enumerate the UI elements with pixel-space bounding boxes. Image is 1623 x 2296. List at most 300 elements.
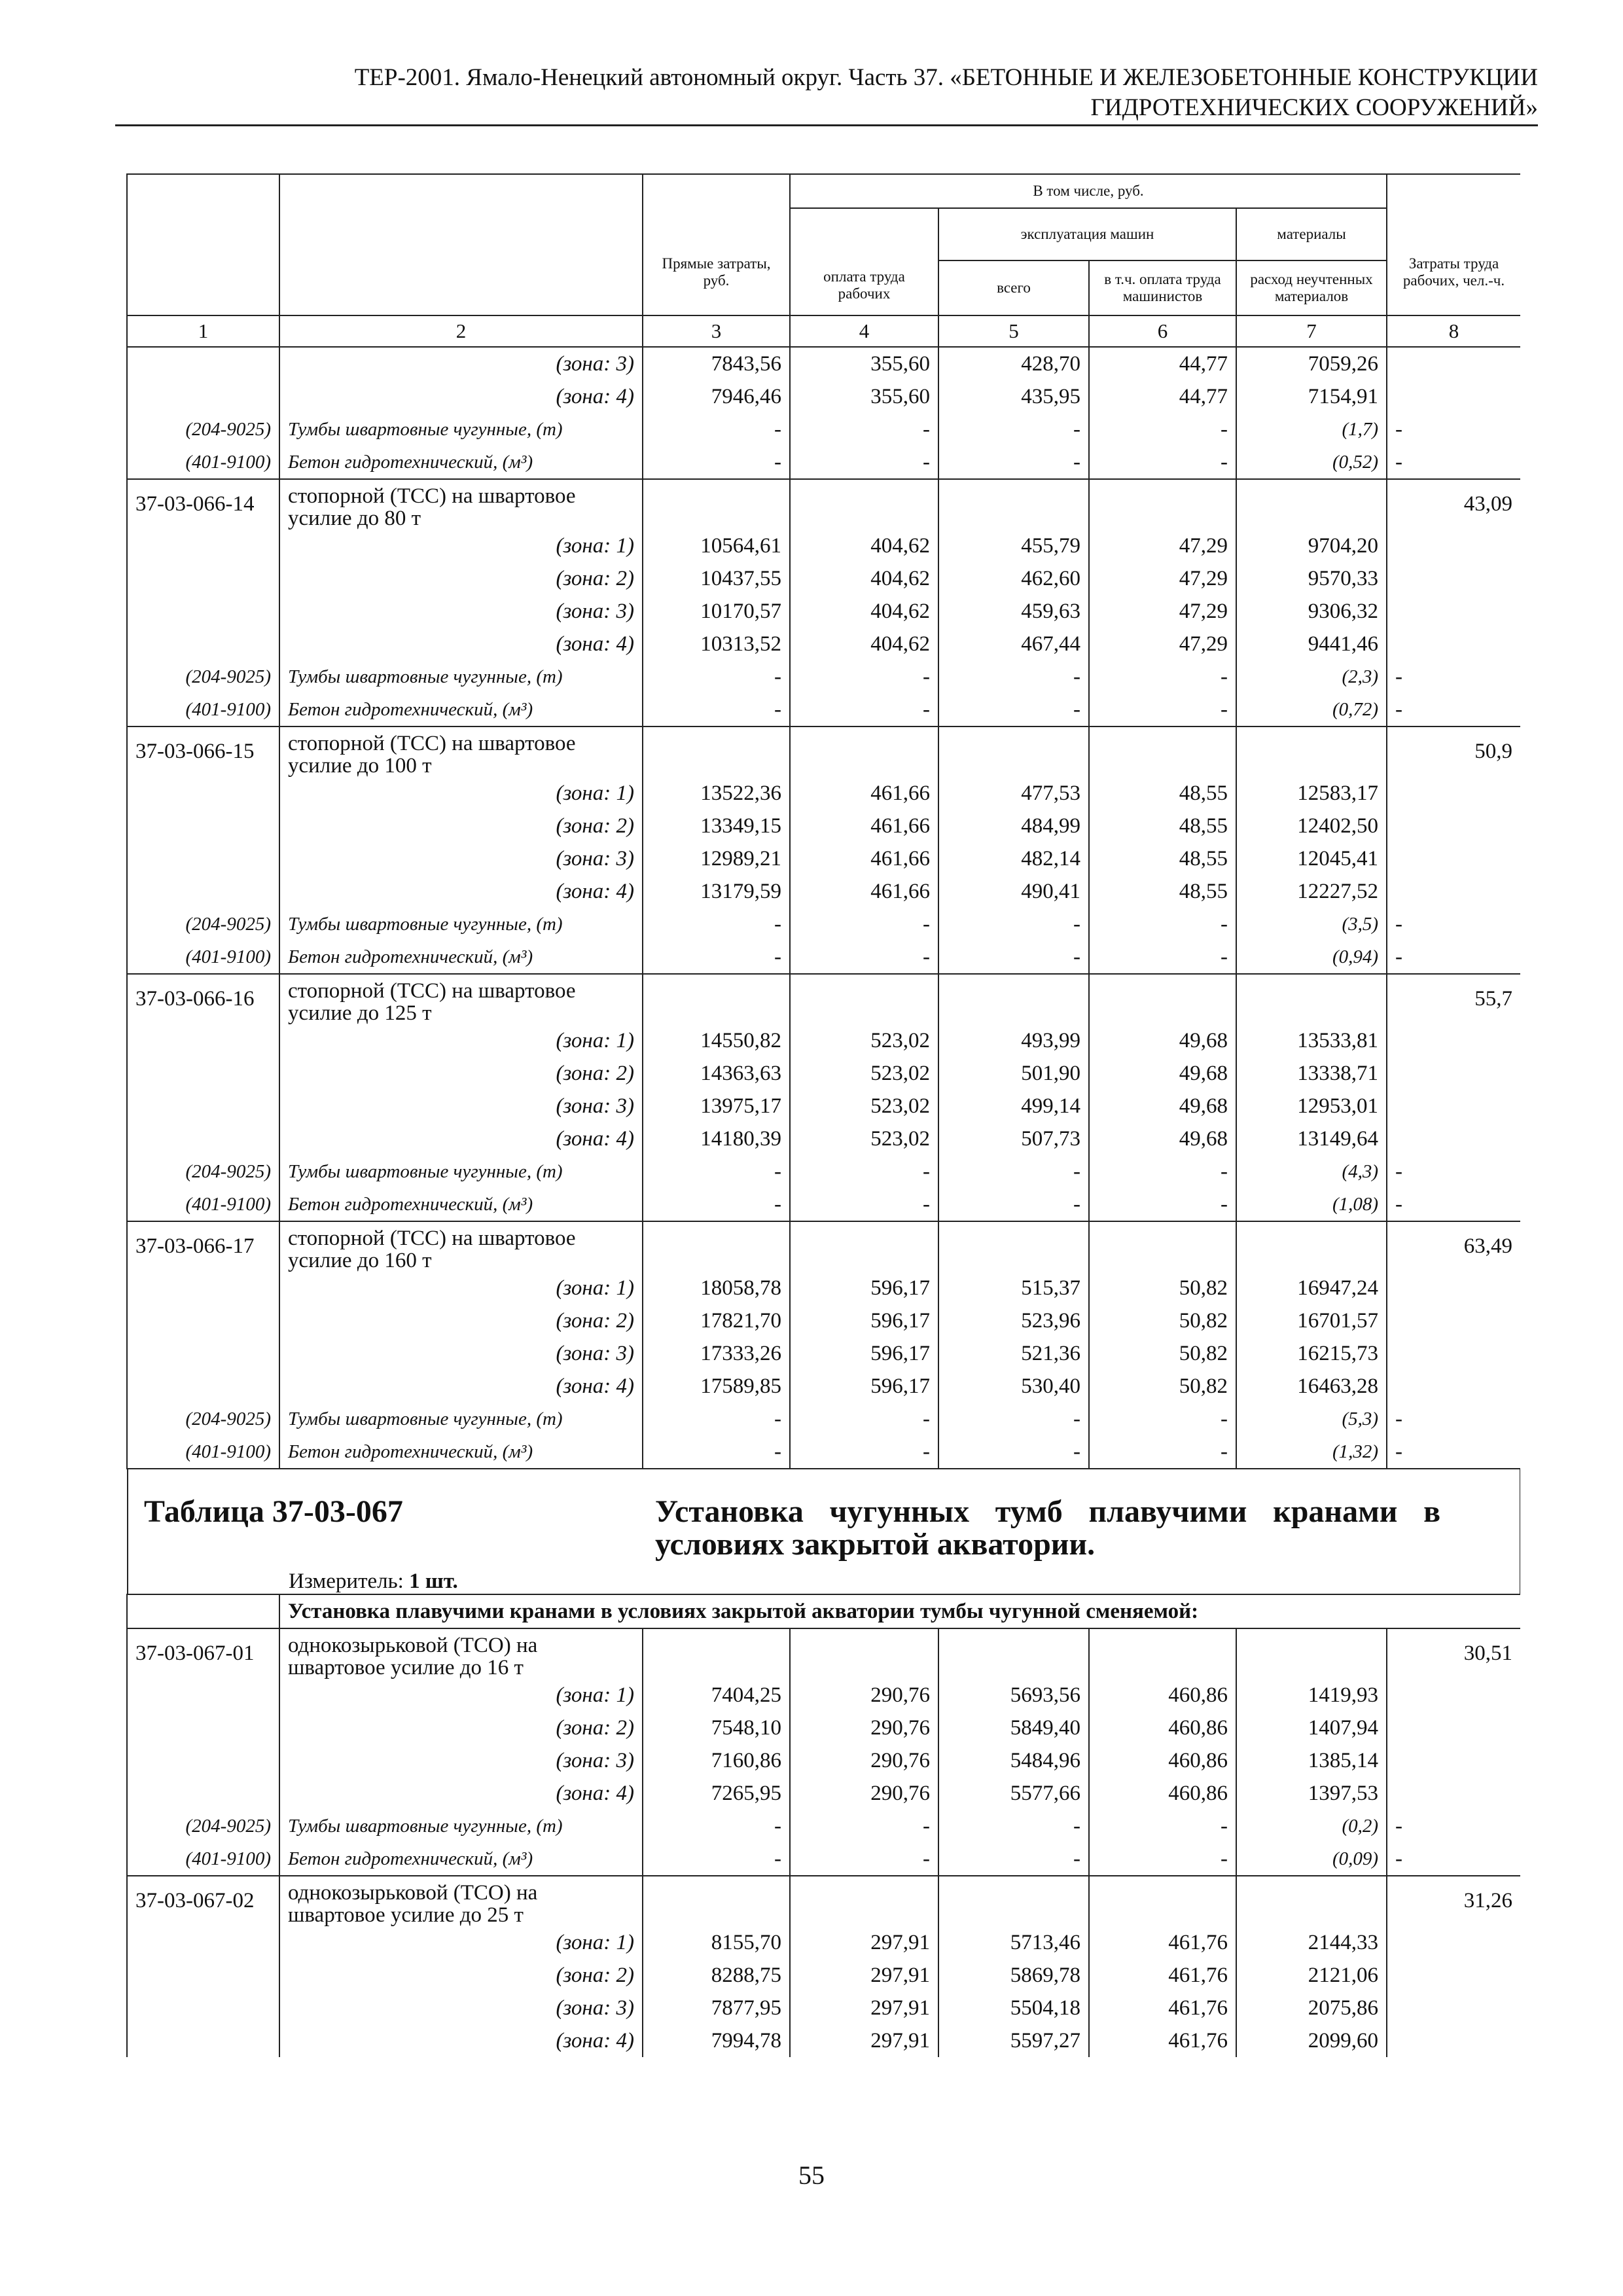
code-cell-empty bbox=[127, 875, 279, 908]
col4-head-text: оплата труда рабочих bbox=[823, 268, 905, 302]
zone-row bbox=[127, 1272, 1520, 1304]
machines-total: 493,99 bbox=[938, 1024, 1089, 1057]
materials-cost: 1419,93 bbox=[1236, 1679, 1387, 1712]
rate-empty bbox=[1089, 974, 1236, 1024]
machines-total: 521,36 bbox=[938, 1337, 1089, 1370]
material-dash: - bbox=[643, 1188, 790, 1221]
rate-empty bbox=[790, 1221, 938, 1272]
machines-total: 5597,27 bbox=[938, 2024, 1089, 2057]
labor-pay: 461,66 bbox=[790, 777, 938, 810]
material-name: Бетон гидротехнический, (м³) bbox=[279, 1842, 643, 1876]
machines-total: 490,41 bbox=[938, 875, 1089, 908]
material-quantity: (4,3) bbox=[1236, 1155, 1387, 1188]
table-number: Таблица 37-03-067 bbox=[144, 1494, 403, 1529]
material-dash: - bbox=[938, 1842, 1089, 1876]
material-dash: - bbox=[1089, 413, 1236, 446]
material-code: (204-9025) bbox=[127, 908, 279, 941]
zone-row bbox=[127, 347, 1520, 380]
material-dash: - bbox=[1387, 908, 1520, 941]
direct-cost: 17333,26 bbox=[643, 1337, 790, 1370]
material-dash: - bbox=[1387, 660, 1520, 693]
materials-cost: 9570,33 bbox=[1236, 562, 1387, 595]
zone-label: (зона: 3) bbox=[279, 1090, 643, 1122]
materials-cost: 9441,46 bbox=[1236, 628, 1387, 660]
labor-cell-empty bbox=[1387, 1304, 1520, 1337]
material-code: (401-9100) bbox=[127, 446, 279, 479]
rate-row bbox=[127, 1876, 1520, 1926]
code-cell-empty bbox=[127, 1679, 279, 1712]
materials-cost: 7154,91 bbox=[1236, 380, 1387, 413]
direct-cost: 10313,52 bbox=[643, 628, 790, 660]
materials-cost: 13338,71 bbox=[1236, 1057, 1387, 1090]
labor-pay: 523,02 bbox=[790, 1090, 938, 1122]
materials-cost: 7059,26 bbox=[1236, 347, 1387, 380]
machines-total: 507,73 bbox=[938, 1122, 1089, 1155]
material-dash: - bbox=[643, 413, 790, 446]
rate-name: стопорной (ТСС) на швартовое усилие до 80 т bbox=[279, 479, 643, 529]
material-quantity: (3,5) bbox=[1236, 908, 1387, 941]
materials-cost: 16701,57 bbox=[1236, 1304, 1387, 1337]
material-dash: - bbox=[643, 693, 790, 726]
rate-empty bbox=[938, 479, 1089, 529]
material-quantity: (1,08) bbox=[1236, 1188, 1387, 1221]
rate-empty bbox=[643, 726, 790, 777]
material-row bbox=[127, 413, 1520, 446]
materials-cost: 16463,28 bbox=[1236, 1370, 1387, 1403]
material-dash: - bbox=[790, 1155, 938, 1188]
material-quantity: (0,2) bbox=[1236, 1810, 1387, 1842]
material-dash: - bbox=[1387, 941, 1520, 974]
rate-empty bbox=[790, 726, 938, 777]
machinist-pay: 47,29 bbox=[1089, 529, 1236, 562]
materials-cost: 2121,06 bbox=[1236, 1959, 1387, 1992]
labor-cell-empty bbox=[1387, 1272, 1520, 1304]
colnum-6: 6 bbox=[1089, 315, 1236, 347]
material-dash: - bbox=[1387, 1810, 1520, 1842]
material-row bbox=[127, 1810, 1520, 1842]
labor-hours: 30,51 bbox=[1387, 1628, 1520, 1679]
page-number: 55 bbox=[798, 2161, 825, 2190]
labor-hours: 43,09 bbox=[1387, 479, 1520, 529]
colnum-4: 4 bbox=[790, 315, 938, 347]
labor-hours: 63,49 bbox=[1387, 1221, 1520, 1272]
zone-label: (зона: 1) bbox=[279, 1272, 643, 1304]
labor-hours: 55,7 bbox=[1387, 974, 1520, 1024]
zone-row bbox=[127, 1090, 1520, 1122]
labor-cell-empty bbox=[1387, 875, 1520, 908]
labor-cell-empty bbox=[1387, 562, 1520, 595]
direct-cost: 12989,21 bbox=[643, 842, 790, 875]
labor-pay: 461,66 bbox=[790, 842, 938, 875]
material-quantity: (0,09) bbox=[1236, 1842, 1387, 1876]
material-code: (401-9100) bbox=[127, 693, 279, 726]
labor-pay: 461,66 bbox=[790, 810, 938, 842]
colnum-2: 2 bbox=[279, 315, 643, 347]
material-dash: - bbox=[790, 1435, 938, 1469]
machines-total: 5693,56 bbox=[938, 1679, 1089, 1712]
machines-total: 462,60 bbox=[938, 562, 1089, 595]
material-code: (401-9100) bbox=[127, 1435, 279, 1469]
material-dash: - bbox=[1387, 1842, 1520, 1876]
material-dash: - bbox=[1089, 1435, 1236, 1469]
rate-name: однокозырьковой (ТСО) на швартовое усилие до 25 т bbox=[279, 1876, 643, 1926]
zone-row bbox=[127, 1304, 1520, 1337]
rate-empty bbox=[1236, 1876, 1387, 1926]
direct-cost: 13975,17 bbox=[643, 1090, 790, 1122]
direct-cost: 18058,78 bbox=[643, 1272, 790, 1304]
materials-cost: 9306,32 bbox=[1236, 595, 1387, 628]
material-quantity: (0,52) bbox=[1236, 446, 1387, 479]
material-code: (204-9025) bbox=[127, 413, 279, 446]
rates-table-frame bbox=[126, 173, 1520, 2137]
machinist-pay: 460,86 bbox=[1089, 1777, 1236, 1810]
material-dash: - bbox=[1089, 1188, 1236, 1221]
materials-cost: 9704,20 bbox=[1236, 529, 1387, 562]
material-dash: - bbox=[790, 941, 938, 974]
direct-cost: 7548,10 bbox=[643, 1712, 790, 1744]
machines-total: 5504,18 bbox=[938, 1992, 1089, 2024]
zone-row bbox=[127, 1679, 1520, 1712]
material-code: (401-9100) bbox=[127, 941, 279, 974]
materials-cost: 12953,01 bbox=[1236, 1090, 1387, 1122]
material-name: Бетон гидротехнический, (м³) bbox=[279, 941, 643, 974]
material-dash: - bbox=[790, 1810, 938, 1842]
col2-head bbox=[279, 260, 643, 315]
machines-total: 484,99 bbox=[938, 810, 1089, 842]
zone-label: (зона: 3) bbox=[279, 842, 643, 875]
material-dash: - bbox=[1387, 1188, 1520, 1221]
labor-cell-empty bbox=[1387, 529, 1520, 562]
direct-cost: 13522,36 bbox=[643, 777, 790, 810]
rate-empty bbox=[938, 726, 1089, 777]
zone-row bbox=[127, 1024, 1520, 1057]
machines-total: 5869,78 bbox=[938, 1959, 1089, 1992]
machines-total: 499,14 bbox=[938, 1090, 1089, 1122]
code-cell-empty bbox=[127, 1090, 279, 1122]
materials-cost: 13533,81 bbox=[1236, 1024, 1387, 1057]
col3-head bbox=[643, 174, 790, 315]
zone-label: (зона: 3) bbox=[279, 1337, 643, 1370]
machinist-pay: 48,55 bbox=[1089, 875, 1236, 908]
col8-head bbox=[1387, 174, 1520, 315]
rate-empty bbox=[643, 1876, 790, 1926]
materials-cost: 12045,41 bbox=[1236, 842, 1387, 875]
material-row bbox=[127, 1188, 1520, 1221]
labor-hours: 31,26 bbox=[1387, 1876, 1520, 1926]
table-title: Установка чугунных тумб плавучими кранами в условиях закрытой акватории. bbox=[655, 1494, 1440, 1562]
zone-label: (зона: 4) bbox=[279, 1370, 643, 1403]
col3-head-text: Прямые затраты, руб. bbox=[662, 255, 771, 289]
rate-empty bbox=[643, 974, 790, 1024]
machinist-pay: 49,68 bbox=[1089, 1057, 1236, 1090]
rate-empty bbox=[938, 1876, 1089, 1926]
zone-row bbox=[127, 380, 1520, 413]
machines-total: 428,70 bbox=[938, 347, 1089, 380]
labor-cell-empty bbox=[1387, 2024, 1520, 2057]
code-cell-empty bbox=[127, 810, 279, 842]
table-title-block bbox=[127, 1469, 1520, 1594]
labor-pay: 297,91 bbox=[790, 1992, 938, 2024]
code-cell-empty bbox=[127, 595, 279, 628]
labor-pay: 404,62 bbox=[790, 628, 938, 660]
material-dash: - bbox=[1089, 1155, 1236, 1188]
material-dash: - bbox=[938, 1810, 1089, 1842]
col4-head bbox=[790, 208, 938, 315]
materials-cost: 2144,33 bbox=[1236, 1926, 1387, 1959]
material-row bbox=[127, 660, 1520, 693]
direct-cost: 10437,55 bbox=[643, 562, 790, 595]
material-quantity: (1,7) bbox=[1236, 413, 1387, 446]
rate-empty bbox=[790, 974, 938, 1024]
material-dash: - bbox=[938, 413, 1089, 446]
code-cell-empty bbox=[127, 380, 279, 413]
machinist-pay: 461,76 bbox=[1089, 2024, 1236, 2057]
zone-row bbox=[127, 2024, 1520, 2057]
machinist-pay: 48,55 bbox=[1089, 777, 1236, 810]
machinist-pay: 461,76 bbox=[1089, 1959, 1236, 1992]
direct-cost: 13179,59 bbox=[643, 875, 790, 908]
material-code: (204-9025) bbox=[127, 1155, 279, 1188]
subsection-empty bbox=[127, 1594, 279, 1628]
material-dash: - bbox=[938, 1188, 1089, 1221]
direct-cost: 7877,95 bbox=[643, 1992, 790, 2024]
material-dash: - bbox=[1387, 1155, 1520, 1188]
materials-cost: 16947,24 bbox=[1236, 1272, 1387, 1304]
rate-empty bbox=[1236, 726, 1387, 777]
rate-code: 37-03-067-02 bbox=[127, 1876, 279, 1926]
labor-cell-empty bbox=[1387, 628, 1520, 660]
rate-empty bbox=[938, 1221, 1089, 1272]
rate-empty bbox=[790, 479, 938, 529]
material-dash: - bbox=[938, 1403, 1089, 1435]
labor-cell-empty bbox=[1387, 1744, 1520, 1777]
material-dash: - bbox=[1387, 693, 1520, 726]
colnum-1: 1 bbox=[127, 315, 279, 347]
rate-empty bbox=[1089, 726, 1236, 777]
materials-cost: 12402,50 bbox=[1236, 810, 1387, 842]
direct-cost: 7946,46 bbox=[643, 380, 790, 413]
material-quantity: (0,94) bbox=[1236, 941, 1387, 974]
material-dash: - bbox=[1089, 660, 1236, 693]
machines-total: 5849,40 bbox=[938, 1712, 1089, 1744]
code-cell-empty bbox=[127, 1926, 279, 1959]
zone-label: (зона: 1) bbox=[279, 1024, 643, 1057]
zone-row bbox=[127, 1959, 1520, 1992]
rate-name: стопорной (ТСС) на швартовое усилие до 160 т bbox=[279, 1221, 643, 1272]
material-dash: - bbox=[1089, 941, 1236, 974]
zone-label: (зона: 1) bbox=[279, 777, 643, 810]
measure-unit bbox=[289, 1565, 458, 1598]
machinist-pay: 49,68 bbox=[1089, 1090, 1236, 1122]
labor-pay: 355,60 bbox=[790, 380, 938, 413]
rate-empty bbox=[1089, 479, 1236, 529]
col7-head: расход неучтенных материалов bbox=[1236, 260, 1387, 315]
direct-cost: 7404,25 bbox=[643, 1679, 790, 1712]
material-code: (204-9025) bbox=[127, 1810, 279, 1842]
labor-cell-empty bbox=[1387, 1370, 1520, 1403]
material-row bbox=[127, 693, 1520, 726]
rate-empty bbox=[938, 1628, 1089, 1679]
rate-row bbox=[127, 726, 1520, 777]
material-quantity: (5,3) bbox=[1236, 1403, 1387, 1435]
machinist-pay: 44,77 bbox=[1089, 380, 1236, 413]
labor-pay: 596,17 bbox=[790, 1272, 938, 1304]
rate-code: 37-03-066-17 bbox=[127, 1221, 279, 1272]
machinist-pay: 460,86 bbox=[1089, 1712, 1236, 1744]
rate-row bbox=[127, 479, 1520, 529]
rate-empty bbox=[790, 1628, 938, 1679]
col8-head-text: Затраты труда рабочих, чел.-ч. bbox=[1402, 255, 1505, 289]
subsection-heading: Установка плавучими кранами в условиях закрытой акватории тумбы чугунной сменяемой: bbox=[279, 1594, 1520, 1628]
zone-row bbox=[127, 1926, 1520, 1959]
material-name: Бетон гидротехнический, (м³) bbox=[279, 1435, 643, 1469]
running-header bbox=[118, 63, 1538, 123]
labor-cell-empty bbox=[1387, 1024, 1520, 1057]
colnum-8: 8 bbox=[1387, 315, 1520, 347]
zone-row bbox=[127, 1712, 1520, 1744]
labor-cell-empty bbox=[1387, 1712, 1520, 1744]
direct-cost: 7160,86 bbox=[643, 1744, 790, 1777]
material-dash: - bbox=[643, 941, 790, 974]
labor-pay: 461,66 bbox=[790, 875, 938, 908]
code-cell-empty bbox=[127, 1712, 279, 1744]
labor-cell-empty bbox=[1387, 1090, 1520, 1122]
material-dash: - bbox=[1089, 1842, 1236, 1876]
machinist-pay: 460,86 bbox=[1089, 1679, 1236, 1712]
material-dash: - bbox=[1089, 908, 1236, 941]
incl-head: В том числе, руб. bbox=[790, 174, 1387, 208]
machinist-pay: 44,77 bbox=[1089, 347, 1236, 380]
material-name: Тумбы швартовные чугунные, (т) bbox=[279, 1155, 643, 1188]
labor-cell-empty bbox=[1387, 842, 1520, 875]
zone-row bbox=[127, 1337, 1520, 1370]
rate-empty bbox=[1089, 1221, 1236, 1272]
col5-head: всего bbox=[938, 260, 1089, 315]
material-row bbox=[127, 1842, 1520, 1876]
material-dash: - bbox=[790, 1188, 938, 1221]
material-dash: - bbox=[643, 908, 790, 941]
material-code: (204-9025) bbox=[127, 1403, 279, 1435]
direct-cost: 7994,78 bbox=[643, 2024, 790, 2057]
direct-cost: 17589,85 bbox=[643, 1370, 790, 1403]
labor-cell-empty bbox=[1387, 777, 1520, 810]
labor-pay: 596,17 bbox=[790, 1370, 938, 1403]
rate-row bbox=[127, 1628, 1520, 1679]
rate-name: однокозырьковой (ТСО) на швартовое усилие до 16 т bbox=[279, 1628, 643, 1679]
mat-head: материалы bbox=[1236, 208, 1387, 260]
material-quantity: (1,32) bbox=[1236, 1435, 1387, 1469]
code-cell-empty bbox=[127, 562, 279, 595]
zone-row bbox=[127, 562, 1520, 595]
material-row bbox=[127, 1435, 1520, 1469]
labor-pay: 297,91 bbox=[790, 2024, 938, 2057]
material-name: Бетон гидротехнический, (м³) bbox=[279, 446, 643, 479]
labor-cell-empty bbox=[1387, 810, 1520, 842]
material-dash: - bbox=[790, 693, 938, 726]
material-row bbox=[127, 446, 1520, 479]
rate-empty bbox=[1236, 1221, 1387, 1272]
material-dash: - bbox=[790, 1403, 938, 1435]
zone-label: (зона: 1) bbox=[279, 1926, 643, 1959]
zone-label: (зона: 4) bbox=[279, 1122, 643, 1155]
colnum-3: 3 bbox=[643, 315, 790, 347]
rate-empty bbox=[1236, 1628, 1387, 1679]
zone-label: (зона: 2) bbox=[279, 1304, 643, 1337]
code-cell-empty bbox=[127, 1959, 279, 1992]
labor-pay: 523,02 bbox=[790, 1024, 938, 1057]
direct-cost: 10564,61 bbox=[643, 529, 790, 562]
machinist-pay: 47,29 bbox=[1089, 628, 1236, 660]
material-dash: - bbox=[1387, 446, 1520, 479]
material-dash: - bbox=[643, 1155, 790, 1188]
material-row bbox=[127, 908, 1520, 941]
rates-table bbox=[126, 173, 1520, 2057]
labor-pay: 290,76 bbox=[790, 1777, 938, 1810]
zone-row bbox=[127, 1744, 1520, 1777]
zone-row bbox=[127, 875, 1520, 908]
rate-row bbox=[127, 1221, 1520, 1272]
direct-cost: 14363,63 bbox=[643, 1057, 790, 1090]
material-code: (401-9100) bbox=[127, 1842, 279, 1876]
material-dash: - bbox=[790, 660, 938, 693]
material-dash: - bbox=[938, 446, 1089, 479]
machines-total: 5713,46 bbox=[938, 1926, 1089, 1959]
labor-pay: 523,02 bbox=[790, 1057, 938, 1090]
zone-label: (зона: 3) bbox=[279, 347, 643, 380]
rate-empty bbox=[643, 1628, 790, 1679]
material-dash: - bbox=[938, 1435, 1089, 1469]
rate-empty bbox=[1236, 974, 1387, 1024]
zone-label: (зона: 4) bbox=[279, 2024, 643, 2057]
measure-label: Измеритель: bbox=[289, 1570, 404, 1593]
materials-cost: 1397,53 bbox=[1236, 1777, 1387, 1810]
zone-row bbox=[127, 777, 1520, 810]
labor-pay: 290,76 bbox=[790, 1712, 938, 1744]
machinist-pay: 50,82 bbox=[1089, 1337, 1236, 1370]
labor-pay: 297,91 bbox=[790, 1959, 938, 1992]
material-dash: - bbox=[790, 446, 938, 479]
machinist-pay: 461,76 bbox=[1089, 1992, 1236, 2024]
zone-row bbox=[127, 529, 1520, 562]
labor-cell-empty bbox=[1387, 595, 1520, 628]
rate-code: 37-03-066-15 bbox=[127, 726, 279, 777]
material-code: (204-9025) bbox=[127, 660, 279, 693]
direct-cost: 14550,82 bbox=[643, 1024, 790, 1057]
zone-label: (зона: 2) bbox=[279, 1959, 643, 1992]
zone-row bbox=[127, 1992, 1520, 2024]
machines-total: 455,79 bbox=[938, 529, 1089, 562]
zone-row bbox=[127, 595, 1520, 628]
machines-total: 530,40 bbox=[938, 1370, 1089, 1403]
machines-total: 459,63 bbox=[938, 595, 1089, 628]
material-row bbox=[127, 941, 1520, 974]
direct-cost: 14180,39 bbox=[643, 1122, 790, 1155]
header-line-2: ГИДРОТЕХНИЧЕСКИХ СООРУЖЕНИЙ» bbox=[1090, 94, 1538, 121]
materials-cost: 13149,64 bbox=[1236, 1122, 1387, 1155]
zone-row bbox=[127, 1057, 1520, 1090]
materials-cost: 2099,60 bbox=[1236, 2024, 1387, 2057]
zone-row bbox=[127, 1777, 1520, 1810]
material-dash: - bbox=[1387, 413, 1520, 446]
rate-code: 37-03-066-14 bbox=[127, 479, 279, 529]
machines-total: 435,95 bbox=[938, 380, 1089, 413]
zone-row bbox=[127, 628, 1520, 660]
material-dash: - bbox=[643, 446, 790, 479]
labor-pay: 290,76 bbox=[790, 1679, 938, 1712]
rate-empty bbox=[1089, 1876, 1236, 1926]
measure-value: 1 шт. bbox=[409, 1570, 458, 1593]
colnum-5: 5 bbox=[938, 315, 1089, 347]
